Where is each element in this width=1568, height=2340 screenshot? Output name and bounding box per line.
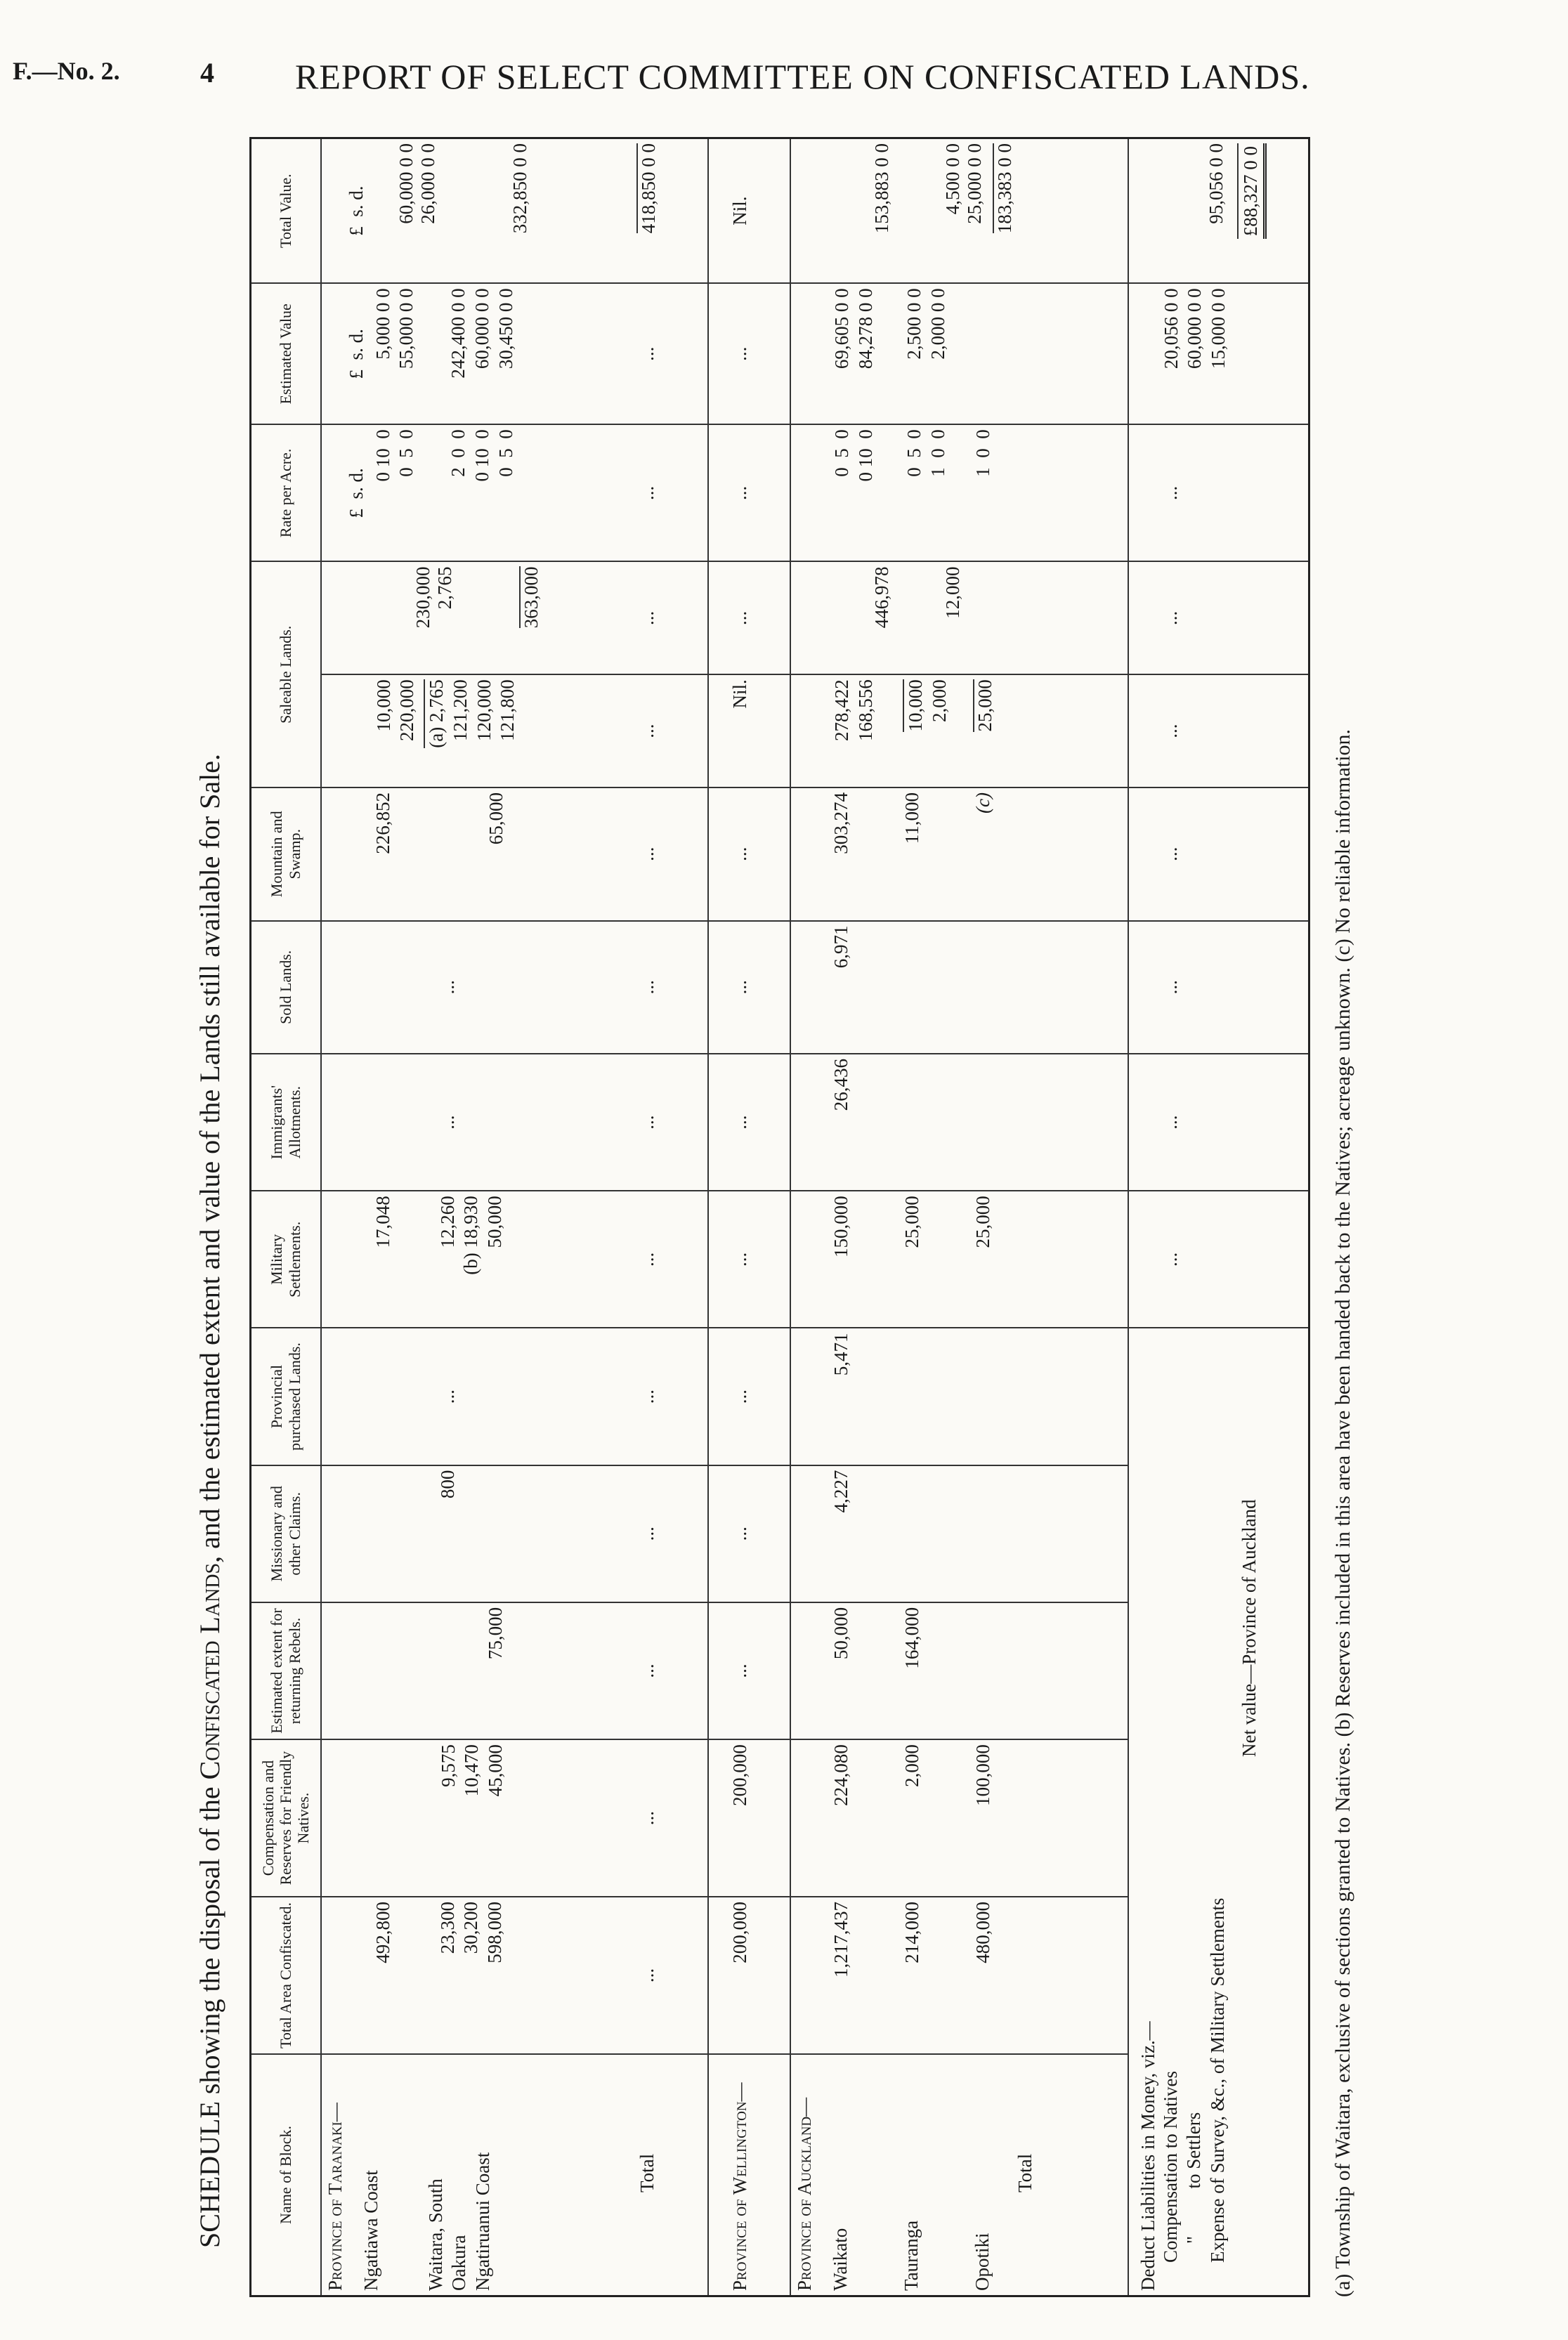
- col-rebels: Estimated extent for returning Rebels.: [251, 1602, 321, 1739]
- cell: 2,500 0 0 2,000 0 0: [903, 288, 949, 360]
- table-row: Province of Wellington— 200,000 200,000 ... ... ... ... ... ... ... Nil. ... ... ... Nil.: [708, 138, 790, 2296]
- cell: 242,400 0 0 60,000 0 0 30,450 0 0: [447, 288, 516, 379]
- cell: 278,422 168,556: [830, 679, 876, 742]
- cell-empty: ...: [436, 1389, 458, 1404]
- col-mil: Military Settlements.: [251, 1191, 321, 1328]
- schedule-title-emph: Confiscated Lands: [194, 1562, 226, 1780]
- cell: 0 10 0 0 5 0: [372, 429, 417, 482]
- cell: 164,000: [901, 1607, 922, 1669]
- cell: 25,000: [972, 1196, 993, 1248]
- cell: 446,978: [870, 566, 892, 629]
- cell: 153,883 0 0: [870, 143, 892, 234]
- cell: 69,605 0 0 84,278 0 0: [830, 288, 876, 370]
- cell: 224,080: [830, 1744, 851, 1806]
- cell: 50,000: [830, 1607, 851, 1660]
- block-name: Waikato: [829, 2228, 851, 2291]
- cell: 11,000: [901, 792, 922, 844]
- cell: 5,471: [830, 1333, 851, 1376]
- cell: 200,000: [729, 1902, 750, 1963]
- header-row: [251, 138, 321, 2296]
- cell: 226,852: [372, 792, 393, 854]
- cell: 800: [436, 1470, 458, 1499]
- table-row: [321, 138, 634, 2296]
- auckland-total-value: 183,383 0 0: [993, 143, 1015, 234]
- unit-label: £ s. d.: [345, 329, 367, 379]
- taranaki-total-value: 418,850 0 0: [638, 143, 660, 234]
- deduct-lines: Compensation to Natives " to Settlers Expense of Survey, &c., of Military Settlements: [1159, 1897, 1229, 2263]
- col-imm: Immigrants' Allotments.: [251, 1054, 321, 1191]
- cell: 25,000 0 0: [963, 143, 985, 224]
- schedule-title: SCHEDULE showing the disposal of the Confiscated Lands, and the estimated extent and value of the Lands still available for Sale.: [194, 754, 226, 2248]
- cell: Nil.: [729, 196, 750, 225]
- cell: 26,436: [830, 1059, 851, 1111]
- cell: 12,000: [941, 566, 963, 619]
- block-name: Tauranga: [900, 2220, 922, 2291]
- block-name: Opotiki: [971, 2233, 993, 2291]
- rotated-schedule: [119, 137, 1384, 2297]
- cell: 480,000: [972, 1902, 993, 1963]
- cell: 26,000 0 0: [417, 143, 438, 224]
- table-row: Total ... ... ... ... ... ... ... ... ... ... ... ... ... 418,850 0 0: [634, 138, 708, 2296]
- cell: 5,000 0 0 55,000 0 0: [372, 288, 417, 370]
- col-name: Name of Block.: [251, 2054, 321, 2296]
- cell: Nil.: [729, 679, 750, 709]
- cell: 75,000: [484, 1607, 506, 1660]
- province-heading: Province of Wellington—: [729, 2082, 750, 2291]
- total-label: Total: [636, 2153, 658, 2192]
- block-name: Waitara, South Oakura Ngatiruanui Coast: [424, 2152, 493, 2291]
- cell-empty: ...: [436, 1115, 458, 1130]
- report-code: F.—No. 2.: [13, 57, 120, 85]
- cell: 2 0 0 0 10 0 0 5 0: [447, 429, 516, 482]
- cell: 214,000: [901, 1902, 922, 1963]
- cell: 17,048: [372, 1196, 393, 1248]
- cell: 0 5 0 1 0 0: [903, 429, 949, 477]
- cell: 25,000: [901, 1196, 922, 1248]
- col-sale: Saleable Lands.: [251, 562, 321, 788]
- col-rate: Rate per Acre.: [251, 424, 321, 561]
- cell: 2,000: [901, 1744, 922, 1787]
- deduct-total: 95,056 0 0: [1205, 143, 1227, 224]
- col-mission: Missionary and other Claims.: [251, 1465, 321, 1602]
- cell: 1,217,437: [830, 1902, 851, 1978]
- cell: 60,000 0 0: [395, 143, 417, 224]
- schedule-table: [249, 137, 1310, 2297]
- province-heading: Province of Taranaki—: [324, 2103, 346, 2291]
- col-area: Total Area Confiscated.: [251, 1897, 321, 2054]
- cell: 12,260 (b) 18,930 50,000: [436, 1196, 505, 1275]
- cell: 332,850 0 0: [509, 143, 530, 234]
- deduct-values: 20,056 0 0 60,000 0 0 15,000 0 0: [1160, 288, 1229, 370]
- footnotes: (a) Township of Waitara, exclusive of sections granted to Natives. (b) Reserves included in this area have been handed back to the Natives; acreage unknown. (c) No reliable information.: [1331, 729, 1354, 2297]
- col-mount: Mountain and Swamp.: [251, 787, 321, 920]
- cell: 25,000: [974, 679, 995, 732]
- table-row: [790, 138, 1128, 2296]
- cell: 200,000: [729, 1744, 750, 1806]
- cell-empty: ...: [436, 980, 458, 995]
- unit-label: £ s. d.: [345, 185, 367, 236]
- deduct-label: Deduct Liabilities in Money, viz.—: [1137, 2021, 1158, 2291]
- cell: 1 0 0: [972, 429, 993, 477]
- province-heading: Province of Auckland—: [793, 2097, 815, 2291]
- report-title: REPORT OF SELECT COMMITTEE ON CONFISCATED LANDS.: [295, 57, 1310, 96]
- page-header: [0, 56, 1568, 119]
- col-estval: Estimated Value: [251, 283, 321, 424]
- page-number: 4: [200, 57, 214, 89]
- cell: 6,971: [830, 925, 851, 969]
- cell: (c): [972, 792, 993, 814]
- cell: 23,300 30,200 598,000: [436, 1902, 505, 1963]
- cell: 363,000: [520, 566, 542, 629]
- cell: 65,000: [485, 792, 507, 845]
- cell: 9,575 10,470 45,000: [437, 1744, 506, 1797]
- col-prov: Provincial purchased Lands.: [251, 1328, 321, 1465]
- cell: (a) 2,765 121,200 120,000 121,800: [424, 679, 520, 747]
- cell: 303,274: [830, 792, 851, 854]
- cell: 150,000: [830, 1196, 851, 1257]
- cell: 0 5 0 0 10 0: [830, 429, 876, 482]
- cell: 492,800: [372, 1902, 393, 1963]
- total-label: Total: [1014, 2153, 1035, 2192]
- table-row: Deduct Liabilities in Money, viz.— Compensation to Natives " to Settlers Expense of Survey, &c., of Military Settlements Net value—Province of Auckland ... ... ... ... ... ... ... 20,056 0 0 60,000 0 0 15,000 0 0 95,056 0 0 £88,327 0 0: [1128, 138, 1309, 2296]
- net-value: £88,327 0 0: [1237, 143, 1267, 239]
- net-value-label: Net value—Province of Auckland: [1238, 1499, 1260, 1757]
- unit-label: £ s. d.: [345, 468, 367, 518]
- cell: 4,500 0 0: [941, 143, 963, 215]
- cell: 100,000: [972, 1744, 993, 1806]
- col-comp: Compensation and Reserves for Friendly Natives.: [251, 1739, 321, 1897]
- cell: 230,000: [412, 566, 433, 629]
- col-sold: Sold Lands.: [251, 921, 321, 1054]
- cell: 4,227: [830, 1470, 851, 1513]
- cell: 2,765: [433, 566, 455, 610]
- block-name: Ngatiawa Coast: [360, 2170, 381, 2291]
- col-total: Total Value.: [251, 138, 321, 284]
- cell: 10,000 220,000: [372, 679, 418, 742]
- cell: 10,000 2,000: [903, 679, 952, 731]
